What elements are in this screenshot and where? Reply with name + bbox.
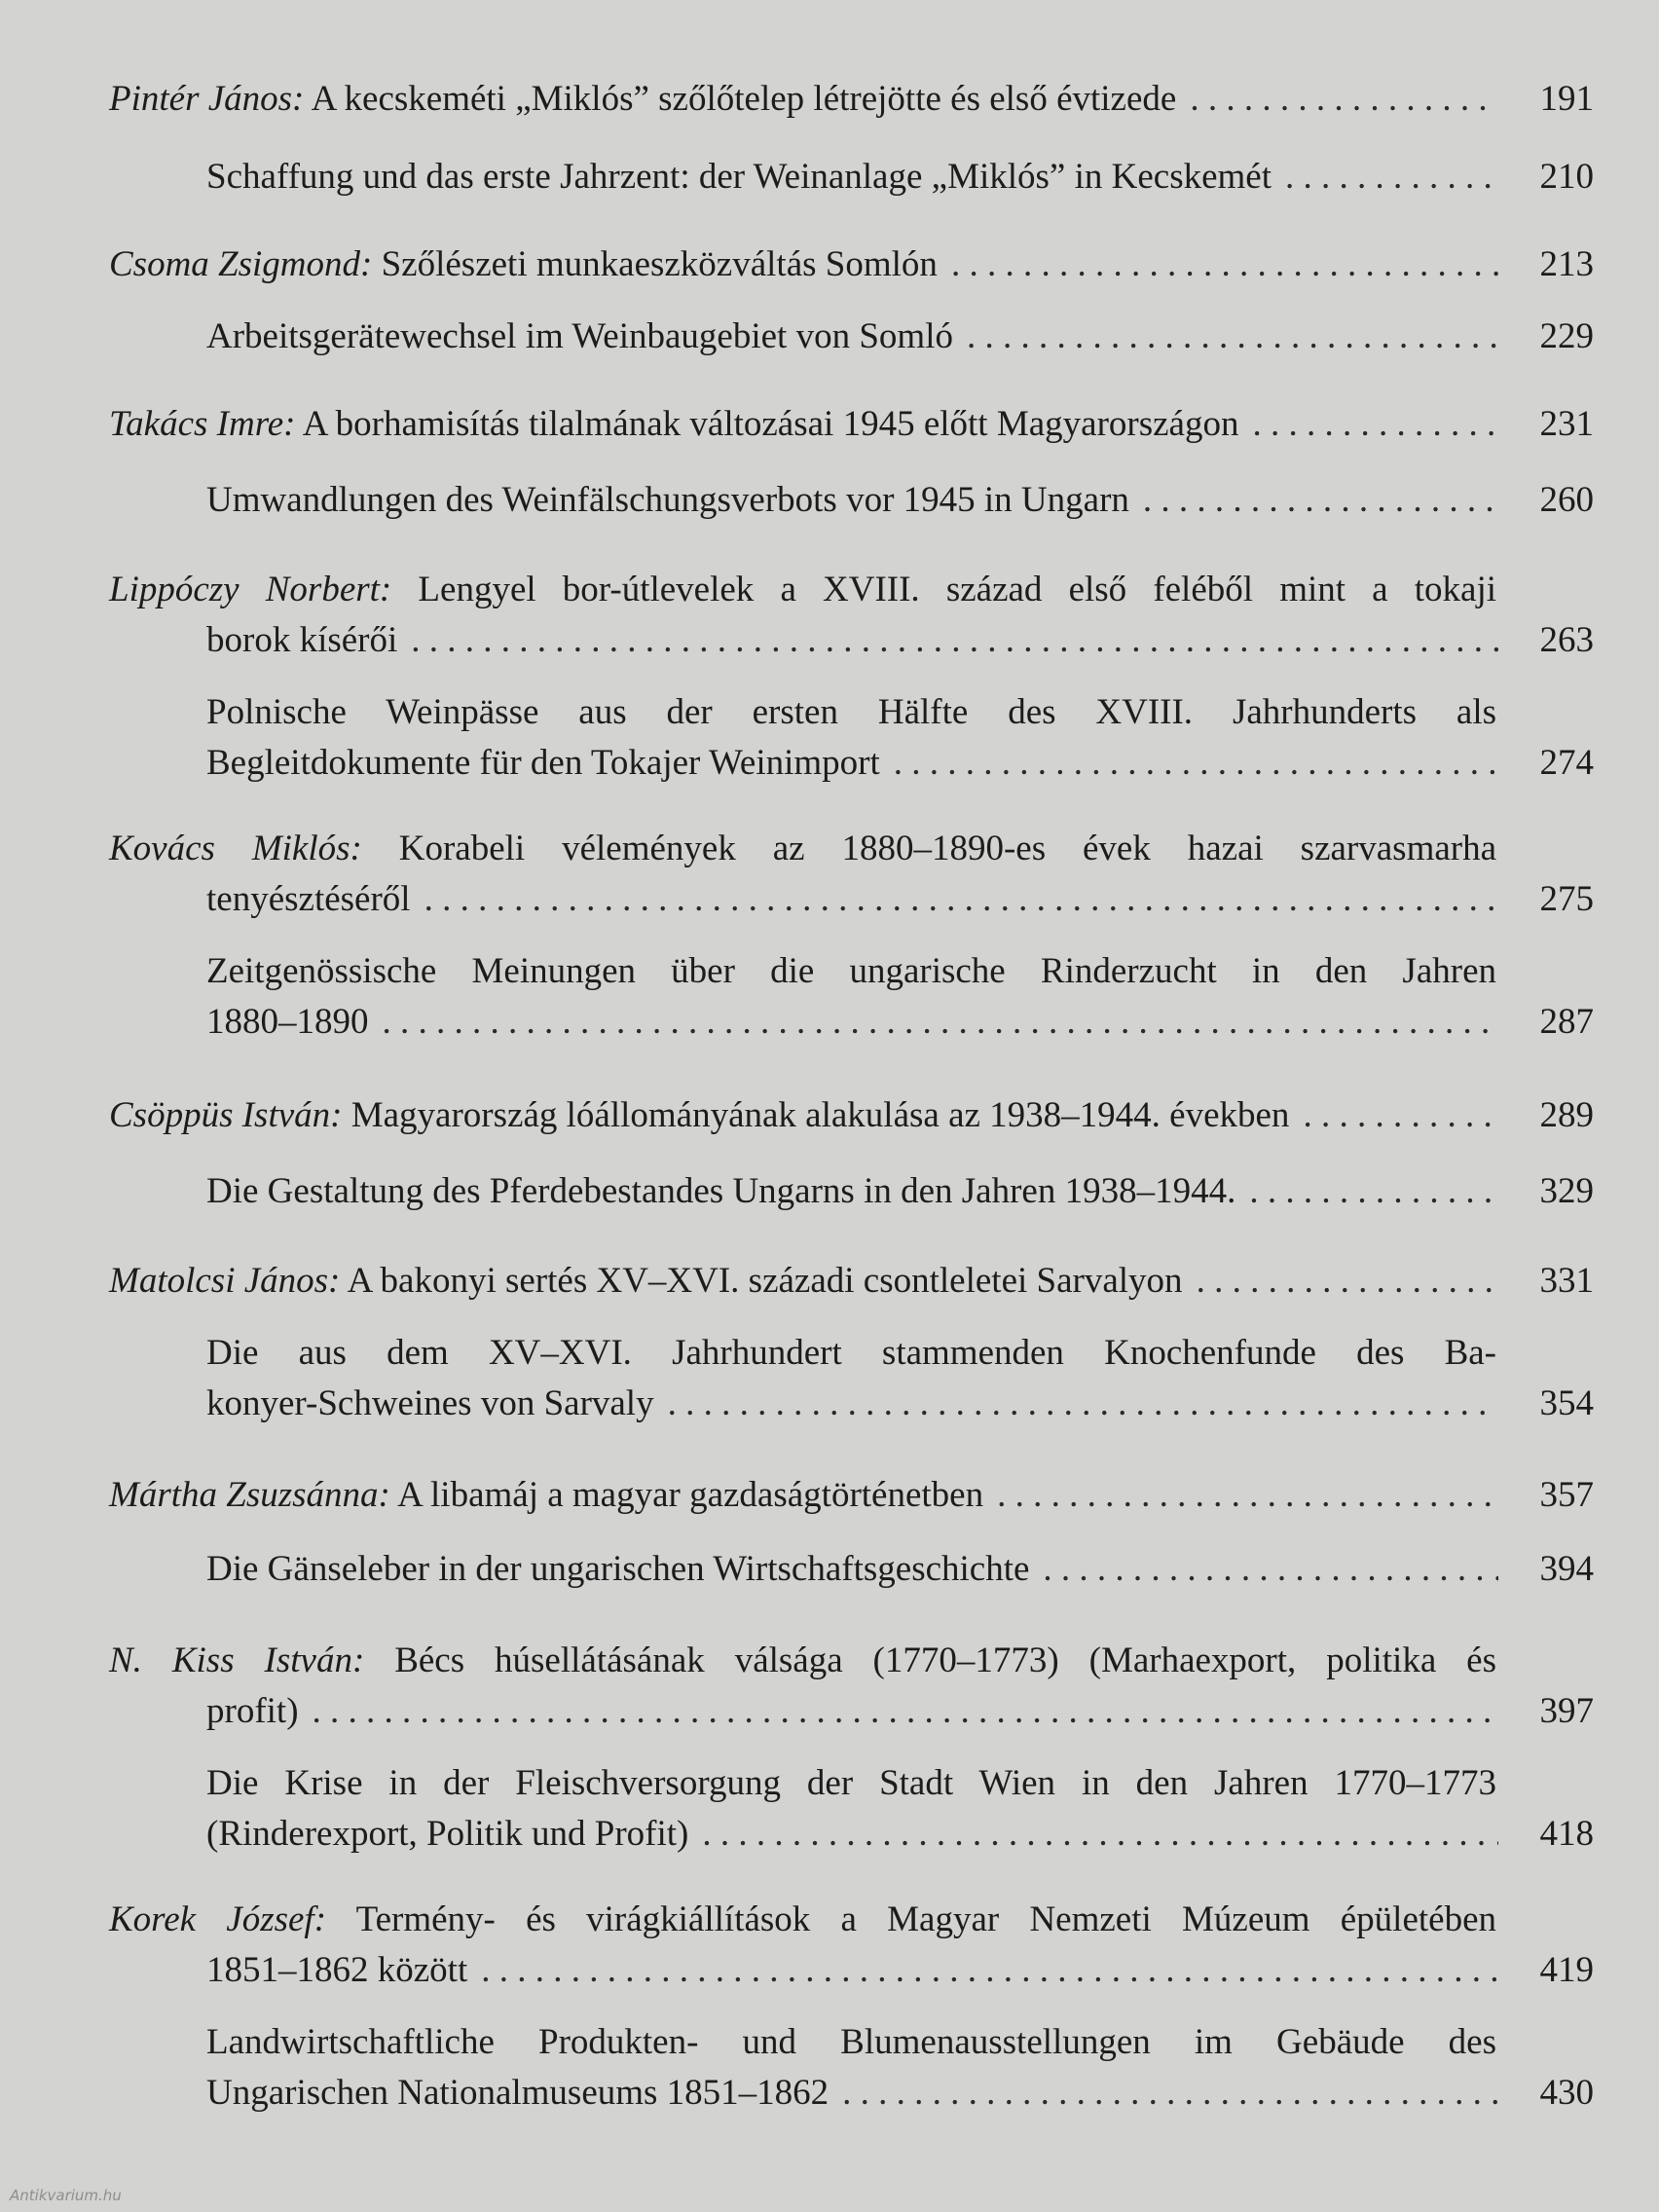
translation-title: Schaffung und das erste Jahrzent: der Weinanlage „Miklós” in Kecskemét <box>206 157 1272 197</box>
page-number: 231 <box>1539 404 1594 444</box>
entry-title-continued: profit) <box>206 1691 299 1731</box>
translation-line-continued <box>109 738 1594 789</box>
translation-title: Umwandlungen des Weinfälschungsverbots vor 1945 in Ungarn <box>206 480 1129 520</box>
translation-line <box>109 1328 1594 1379</box>
translation-line-continued <box>109 1809 1594 1860</box>
page-number: 210 <box>1539 157 1594 197</box>
toc-entry <box>109 1090 1594 1217</box>
translation-title: Die Krise in der Fleischversorgung der Stadt Wien in den Jahren 1770–1773 <box>206 1763 1496 1803</box>
page-number: 289 <box>1539 1095 1594 1135</box>
page-number: 357 <box>1539 1475 1594 1515</box>
entry-author: Lippóczy Norbert: <box>109 570 392 609</box>
dot-leader <box>1143 475 1498 526</box>
dot-leader <box>1197 1256 1498 1307</box>
page-number: 418 <box>1539 1814 1594 1854</box>
translation-line-continued <box>109 1379 1594 1429</box>
dot-leader <box>668 1379 1498 1429</box>
entry-author: Mártha Zsuzsánna: <box>109 1475 390 1515</box>
entry-author: Kovács Miklós: <box>109 829 362 868</box>
translation-title: Landwirtschaftliche Produkten- und Blumenausstellungen im Gebäude des <box>206 2022 1496 2062</box>
page-number: 354 <box>1539 1383 1594 1423</box>
entry-line <box>109 1470 1594 1521</box>
dot-leader <box>842 2068 1498 2119</box>
toc-entry <box>109 1256 1594 1429</box>
toc-entry <box>109 824 1594 1048</box>
dot-leader <box>702 1809 1498 1860</box>
entry-title: Szőlészeti munkaeszközváltás Somlón <box>381 244 938 284</box>
translation-line <box>109 946 1594 997</box>
entry-line <box>109 240 1594 290</box>
entry-author: Korek József: <box>109 1899 327 1939</box>
dot-leader <box>1285 152 1498 203</box>
entry-title: A kecskeméti „Miklós” szőlőtelep létrejötte és első évtizede <box>311 79 1177 119</box>
translation-line-continued <box>109 2068 1594 2119</box>
entry-title-continued: 1851–1862 között <box>206 1950 468 1990</box>
translation-title: Zeitgenössische Meinungen über die ungarische Rinderzucht in den Jahren <box>206 951 1496 991</box>
dot-leader <box>1249 1166 1498 1217</box>
page-number: 275 <box>1539 879 1594 919</box>
page-number: 419 <box>1539 1950 1594 1990</box>
toc-entry <box>109 240 1594 362</box>
entry-title: Korabeli vélemények az 1880–1890-es évek hazai szarvasmarha <box>398 829 1497 868</box>
entry-line <box>109 1895 1594 1945</box>
dot-leader <box>1303 1090 1498 1141</box>
translation-title-continued: konyer-Schweines von Sarvaly <box>206 1383 654 1423</box>
entry-title: Magyarország lóállományának alakulása az 1938–1944. években <box>350 1095 1290 1135</box>
entry-line <box>109 1256 1594 1307</box>
page-number: 213 <box>1539 244 1594 284</box>
toc-entry <box>109 565 1594 789</box>
translation-line <box>109 312 1594 362</box>
entry-line-continued <box>109 1686 1594 1737</box>
translation-line <box>109 475 1594 526</box>
translation-line <box>109 687 1594 738</box>
translation-title: Die aus dem XV–XVI. Jahrhundert stammenden Knochenfunde des Ba- <box>206 1333 1496 1373</box>
page-number: 394 <box>1539 1549 1594 1589</box>
translation-line-continued <box>109 997 1594 1048</box>
dot-leader <box>894 738 1498 789</box>
entry-title: Lengyel bor-útlevelek a XVIII. század első feléből mint a tokaji <box>418 570 1497 609</box>
toc-entry <box>109 1636 1594 1860</box>
entry-line <box>109 565 1594 615</box>
dot-leader <box>424 874 1498 925</box>
page-number: 397 <box>1539 1691 1594 1731</box>
dot-leader <box>383 997 1499 1048</box>
dot-leader <box>313 1686 1498 1737</box>
page-number: 331 <box>1539 1261 1594 1301</box>
entry-title: Bécs húsellátásának válsága (1770–1773) (Marhaexport, politika és <box>394 1641 1496 1680</box>
entry-line <box>109 1090 1594 1141</box>
entry-author: Takács Imre: <box>109 404 296 444</box>
entry-author: Pintér János: <box>109 79 305 119</box>
entry-author: Matolcsi János: <box>109 1261 341 1301</box>
entry-title: A borhamisítás tilalmának változásai 1945 előtt Magyarországon <box>302 404 1239 444</box>
page-number: 260 <box>1539 480 1594 520</box>
entry-title: A bakonyi sertés XV–XVI. századi csontleletei Sarvalyon <box>347 1261 1183 1301</box>
translation-title: Die Gänseleber in der ungarischen Wirtschaftsgeschichte <box>206 1549 1030 1589</box>
entry-line <box>109 1636 1594 1686</box>
dot-leader <box>411 615 1498 666</box>
entry-title-continued: borok kísérői <box>206 620 398 660</box>
toc-entry <box>109 399 1594 526</box>
entry-title-continued: tenyésztéséről <box>206 879 411 919</box>
entry-title: Termény- és virágkiállítások a Magyar Nemzeti Múzeum épületében <box>355 1899 1496 1939</box>
dot-leader <box>967 312 1498 362</box>
entry-line <box>109 824 1594 874</box>
dot-leader <box>1252 399 1498 450</box>
page-number: 329 <box>1539 1171 1594 1211</box>
page-number: 229 <box>1539 316 1594 356</box>
translation-line <box>109 152 1594 203</box>
dot-leader <box>997 1470 1498 1521</box>
entry-author: Csöppüs István: <box>109 1095 343 1135</box>
translation-title-continued: Begleitdokumente für den Tokajer Weinimport <box>206 743 880 783</box>
entry-line-continued <box>109 1945 1594 1996</box>
toc-entry <box>109 1895 1594 2119</box>
dot-leader <box>1043 1544 1498 1595</box>
translation-title: Die Gestaltung des Pferdebestandes Ungarns in den Jahren 1938–1944. <box>206 1171 1236 1211</box>
toc-entry <box>109 1470 1594 1595</box>
translation-title-continued: 1880–1890 <box>206 1002 369 1042</box>
entry-line-continued <box>109 874 1594 925</box>
watermark: Antikvarium.hu <box>10 2187 122 2204</box>
translation-title: Arbeitsgerätewechsel im Weinbaugebiet von Somló <box>206 316 953 356</box>
dot-leader <box>951 240 1498 290</box>
entry-line-continued <box>109 615 1594 666</box>
translation-line <box>109 1758 1594 1809</box>
entry-line <box>109 74 1594 125</box>
translation-title: Polnische Weinpässe aus der ersten Hälfte des XVIII. Jahrhunderts als <box>206 692 1496 732</box>
translation-title-continued: Ungarischen Nationalmuseums 1851–1862 <box>206 2073 830 2113</box>
translation-line <box>109 1166 1594 1217</box>
page-number: 274 <box>1539 743 1594 783</box>
entry-author: N. Kiss István: <box>109 1641 365 1680</box>
translation-line <box>109 2017 1594 2068</box>
page-number: 263 <box>1539 620 1594 660</box>
entry-title: A libamáj a magyar gazdaságtörténetben <box>397 1475 984 1515</box>
entry-author: Csoma Zsigmond: <box>109 244 373 284</box>
dot-leader <box>1190 74 1498 125</box>
dot-leader <box>481 1945 1498 1996</box>
page-number: 430 <box>1539 2073 1594 2113</box>
translation-title-continued: (Rinderexport, Politik und Profit) <box>206 1814 689 1854</box>
toc-entry <box>109 74 1594 203</box>
translation-line <box>109 1544 1594 1595</box>
page-number: 287 <box>1539 1002 1594 1042</box>
entry-line <box>109 399 1594 450</box>
page-number: 191 <box>1539 79 1594 119</box>
